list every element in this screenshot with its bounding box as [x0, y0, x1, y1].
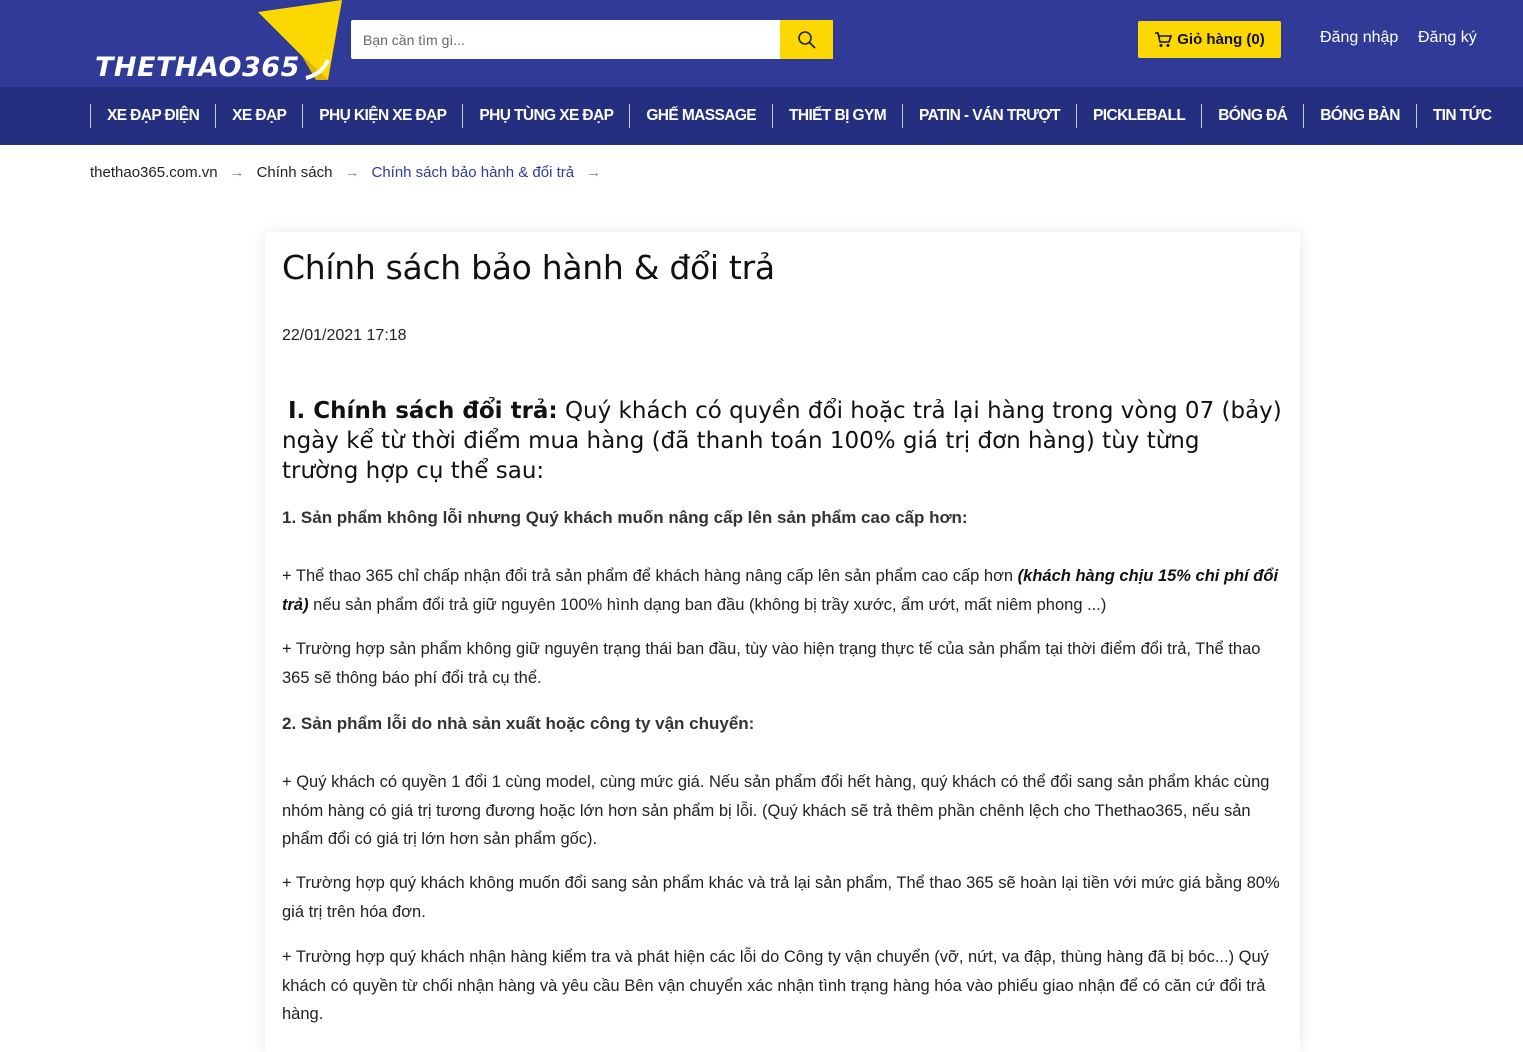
paragraph-3: + Quý khách có quyền 1 đổi 1 cùng model, cùng mức giá. Nếu sản phẩm đổi hết hàng, quý khách có thể đổi sang sản phẩm khác cùng nhóm hàng có giá trị tương đương hoặc lớn hơn sản phẩm bị lỗi. (Quý khách sẽ trả thêm phần chênh lệch cho Thethao365, nếu sản phẩm đổi có giá trị lớn hơn sản phẩm gốc). [282, 773, 1270, 848]
nav-item-bong-da[interactable]: BÓNG ĐÁ [1201, 104, 1303, 128]
paragraph-5: + Trường hợp quý khách nhận hàng kiểm tra và phát hiện các lỗi do Công ty vận chuyển (vỡ, nứt, va đập, thùng hàng đã bị bóc...) Quý khách có quyền từ chối nhận hàng và yêu cầu Bên vận chuyển xác nhận tình trạng hàng hóa vào phiếu giao nhận để có căn cứ đổi trả hàng. [282, 948, 1269, 1023]
cart-icon [1154, 32, 1172, 48]
nav-item-bong-ban[interactable]: BÓNG BÀN [1303, 104, 1416, 128]
sub-heading-1: 1. Sản phẩm không lỗi nhưng Quý khách muốn nâng cấp lên sản phẩm cao cấp hơn: [282, 508, 968, 527]
page-title: Chính sách bảo hành & đổi trả [282, 248, 775, 287]
breadcrumb-parent[interactable]: Chính sách [256, 164, 333, 181]
article-date: 22/01/2021 17:18 [282, 327, 407, 344]
nav-item-xe-dap-dien[interactable]: XE ĐẠP ĐIỆN [90, 104, 215, 128]
register-link[interactable]: Đăng ký [1418, 29, 1477, 46]
paragraph-1-text-end: nếu sản phẩm đổi trả giữ nguyên 100% hình dạng ban đầu (không bị trầy xước, ẩm ướt, mất niêm phong ...) [308, 595, 1107, 614]
search-input[interactable] [351, 20, 780, 59]
cart-button[interactable] [1138, 21, 1281, 58]
paragraph-1-emphasis: (khách hàng chịu 15% chi phí đổi trả) [282, 567, 1279, 614]
sub-heading-2: 2. Sản phẩm lỗi do nhà sản xuất hoặc công ty vận chuyển: [282, 714, 755, 733]
nav-item-patin-van-truot[interactable]: PATIN - VÁN TRƯỢT [902, 104, 1076, 128]
logo-text: THETHAO365 [95, 52, 300, 83]
main-nav [0, 87, 1523, 145]
paragraph-1-text: + Thể thao 365 chỉ chấp nhận đổi trả sản phẩm để khách hàng nâng cấp lên sản phẩm cao cấp hơn [282, 567, 1018, 585]
nav-list [90, 104, 1507, 128]
breadcrumb-separator: → [344, 164, 360, 181]
breadcrumb-home[interactable]: thethao365.com.vn [90, 164, 218, 181]
breadcrumb-separator: → [586, 164, 602, 181]
search-icon [797, 30, 817, 50]
paragraph-4: + Trường hợp quý khách không muốn đổi sang sản phẩm khác và trả lại sản phẩm, Thể thao 365 sẽ hoàn lại tiền với mức giá bằng 80% giá trị trên hóa đơn. [282, 874, 1280, 921]
site-logo[interactable] [92, 0, 342, 86]
search-button[interactable] [780, 20, 833, 59]
section-label: I. Chính sách đổi trả: [288, 398, 558, 424]
nav-item-pickleball[interactable]: PICKLEBALL [1076, 104, 1201, 128]
search-bar [351, 20, 833, 59]
nav-item-tin-tuc[interactable]: TIN TỨC [1416, 104, 1508, 128]
header [0, 0, 1523, 87]
section-heading [282, 396, 1282, 486]
breadcrumb-separator: → [229, 164, 245, 181]
breadcrumb-current[interactable]: Chính sách bảo hành & đổi trả [371, 164, 575, 181]
article-card [265, 232, 1300, 1052]
section-text: Quý khách có quyền đổi hoặc trả lại hàng trong vòng 07 (bảy) ngày kể từ thời điểm mua hàng (đã thanh toán 100% giá trị đơn hàng) tùy từng trường hợp cụ thể sau: [282, 398, 1282, 484]
breadcrumb [90, 164, 613, 181]
login-link[interactable]: Đăng nhập [1320, 29, 1399, 46]
cart-label: Giỏ hàng (0) [1177, 31, 1265, 48]
nav-item-ghe-massage[interactable]: GHẾ MASSAGE [629, 104, 772, 128]
paragraph-2: + Trường hợp sản phẩm không giữ nguyên trạng thái ban đầu, tùy vào hiện trạng thực tế của sản phẩm tại thời điểm đổi trả, Thể thao 365 sẽ thông báo phí đổi trả cụ thể. [282, 640, 1261, 687]
nav-item-phu-tung-xe-dap[interactable]: PHỤ TÙNG XE ĐẠP [462, 104, 629, 128]
nav-item-phu-kien-xe-dap[interactable]: PHỤ KIỆN XE ĐẠP [302, 104, 462, 128]
paragraph-1 [282, 562, 1282, 619]
nav-item-thiet-bi-gym[interactable]: THIẾT BỊ GYM [772, 104, 902, 128]
nav-item-xe-dap[interactable]: XE ĐẠP [215, 104, 302, 128]
